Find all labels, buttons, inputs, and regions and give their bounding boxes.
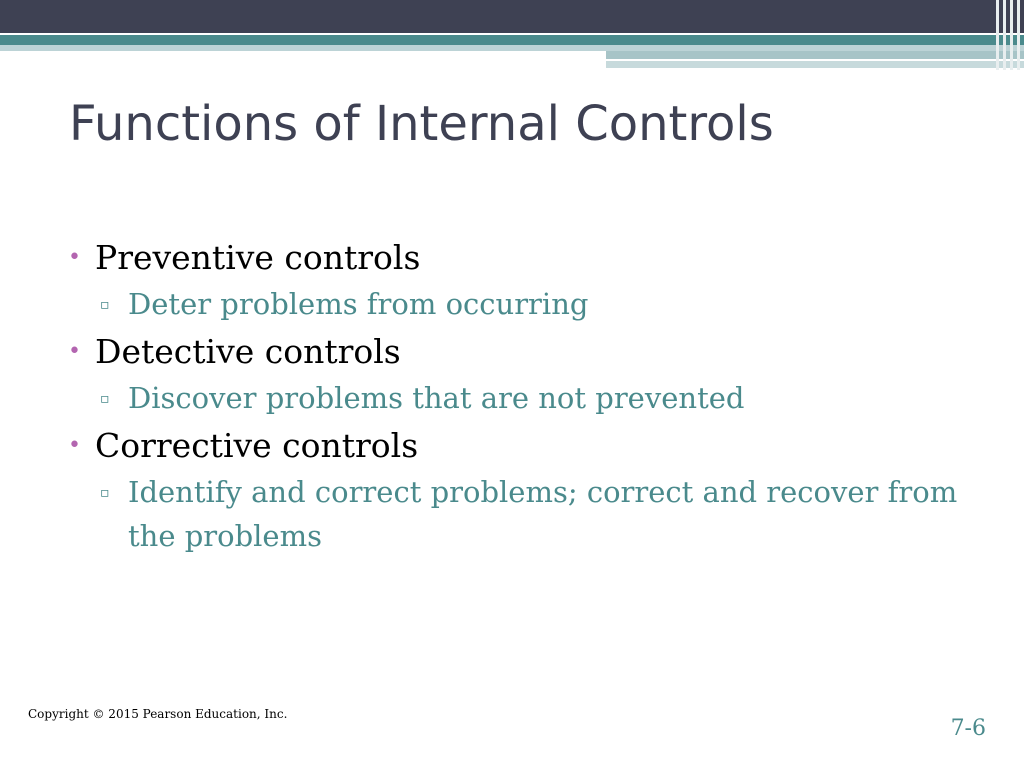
- sub-bullet-text: Identify and correct problems; correct and recover from the problems: [128, 475, 958, 553]
- sub-bullet-icon: ▫: [100, 485, 110, 501]
- header-dark-bar: [0, 0, 1024, 33]
- sub-bullet-item: [60, 376, 958, 420]
- sub-bullet-icon: ▫: [100, 297, 110, 313]
- bullet-icon: •: [68, 245, 81, 270]
- header-teal-bar: [0, 35, 1024, 45]
- sub-bullet-icon: ▫: [100, 391, 110, 407]
- slide-title: Functions of Internal Controls: [69, 96, 774, 152]
- bullet-icon: •: [68, 339, 81, 364]
- header-right-bar: [606, 51, 1024, 59]
- header-stripe: [1003, 0, 1006, 70]
- header-stripe: [1010, 0, 1013, 70]
- bullet-list: [60, 232, 980, 560]
- bullet-text: Corrective controls: [95, 426, 419, 465]
- bullet-text: Preventive controls: [95, 238, 421, 277]
- bullet-item-preventive: [60, 238, 980, 278]
- sub-bullet-text: Discover problems that are not prevented: [128, 381, 745, 415]
- bullet-text: Detective controls: [95, 332, 401, 371]
- bullet-item-detective: [60, 332, 980, 372]
- bullet-item-corrective: [60, 426, 980, 466]
- header-stripe: [1017, 0, 1020, 70]
- sub-bullet-item: [60, 282, 958, 326]
- copyright-notice: Copyright © 2015 Pearson Education, Inc.: [28, 707, 288, 721]
- sub-bullet-text: Deter problems from occurring: [128, 287, 589, 321]
- sub-bullet-item: [60, 470, 958, 558]
- bullet-icon: •: [68, 433, 81, 458]
- header-right-bar-lower: [606, 61, 1024, 68]
- header-stripe: [996, 0, 999, 70]
- slide-number: 7-6: [950, 716, 986, 741]
